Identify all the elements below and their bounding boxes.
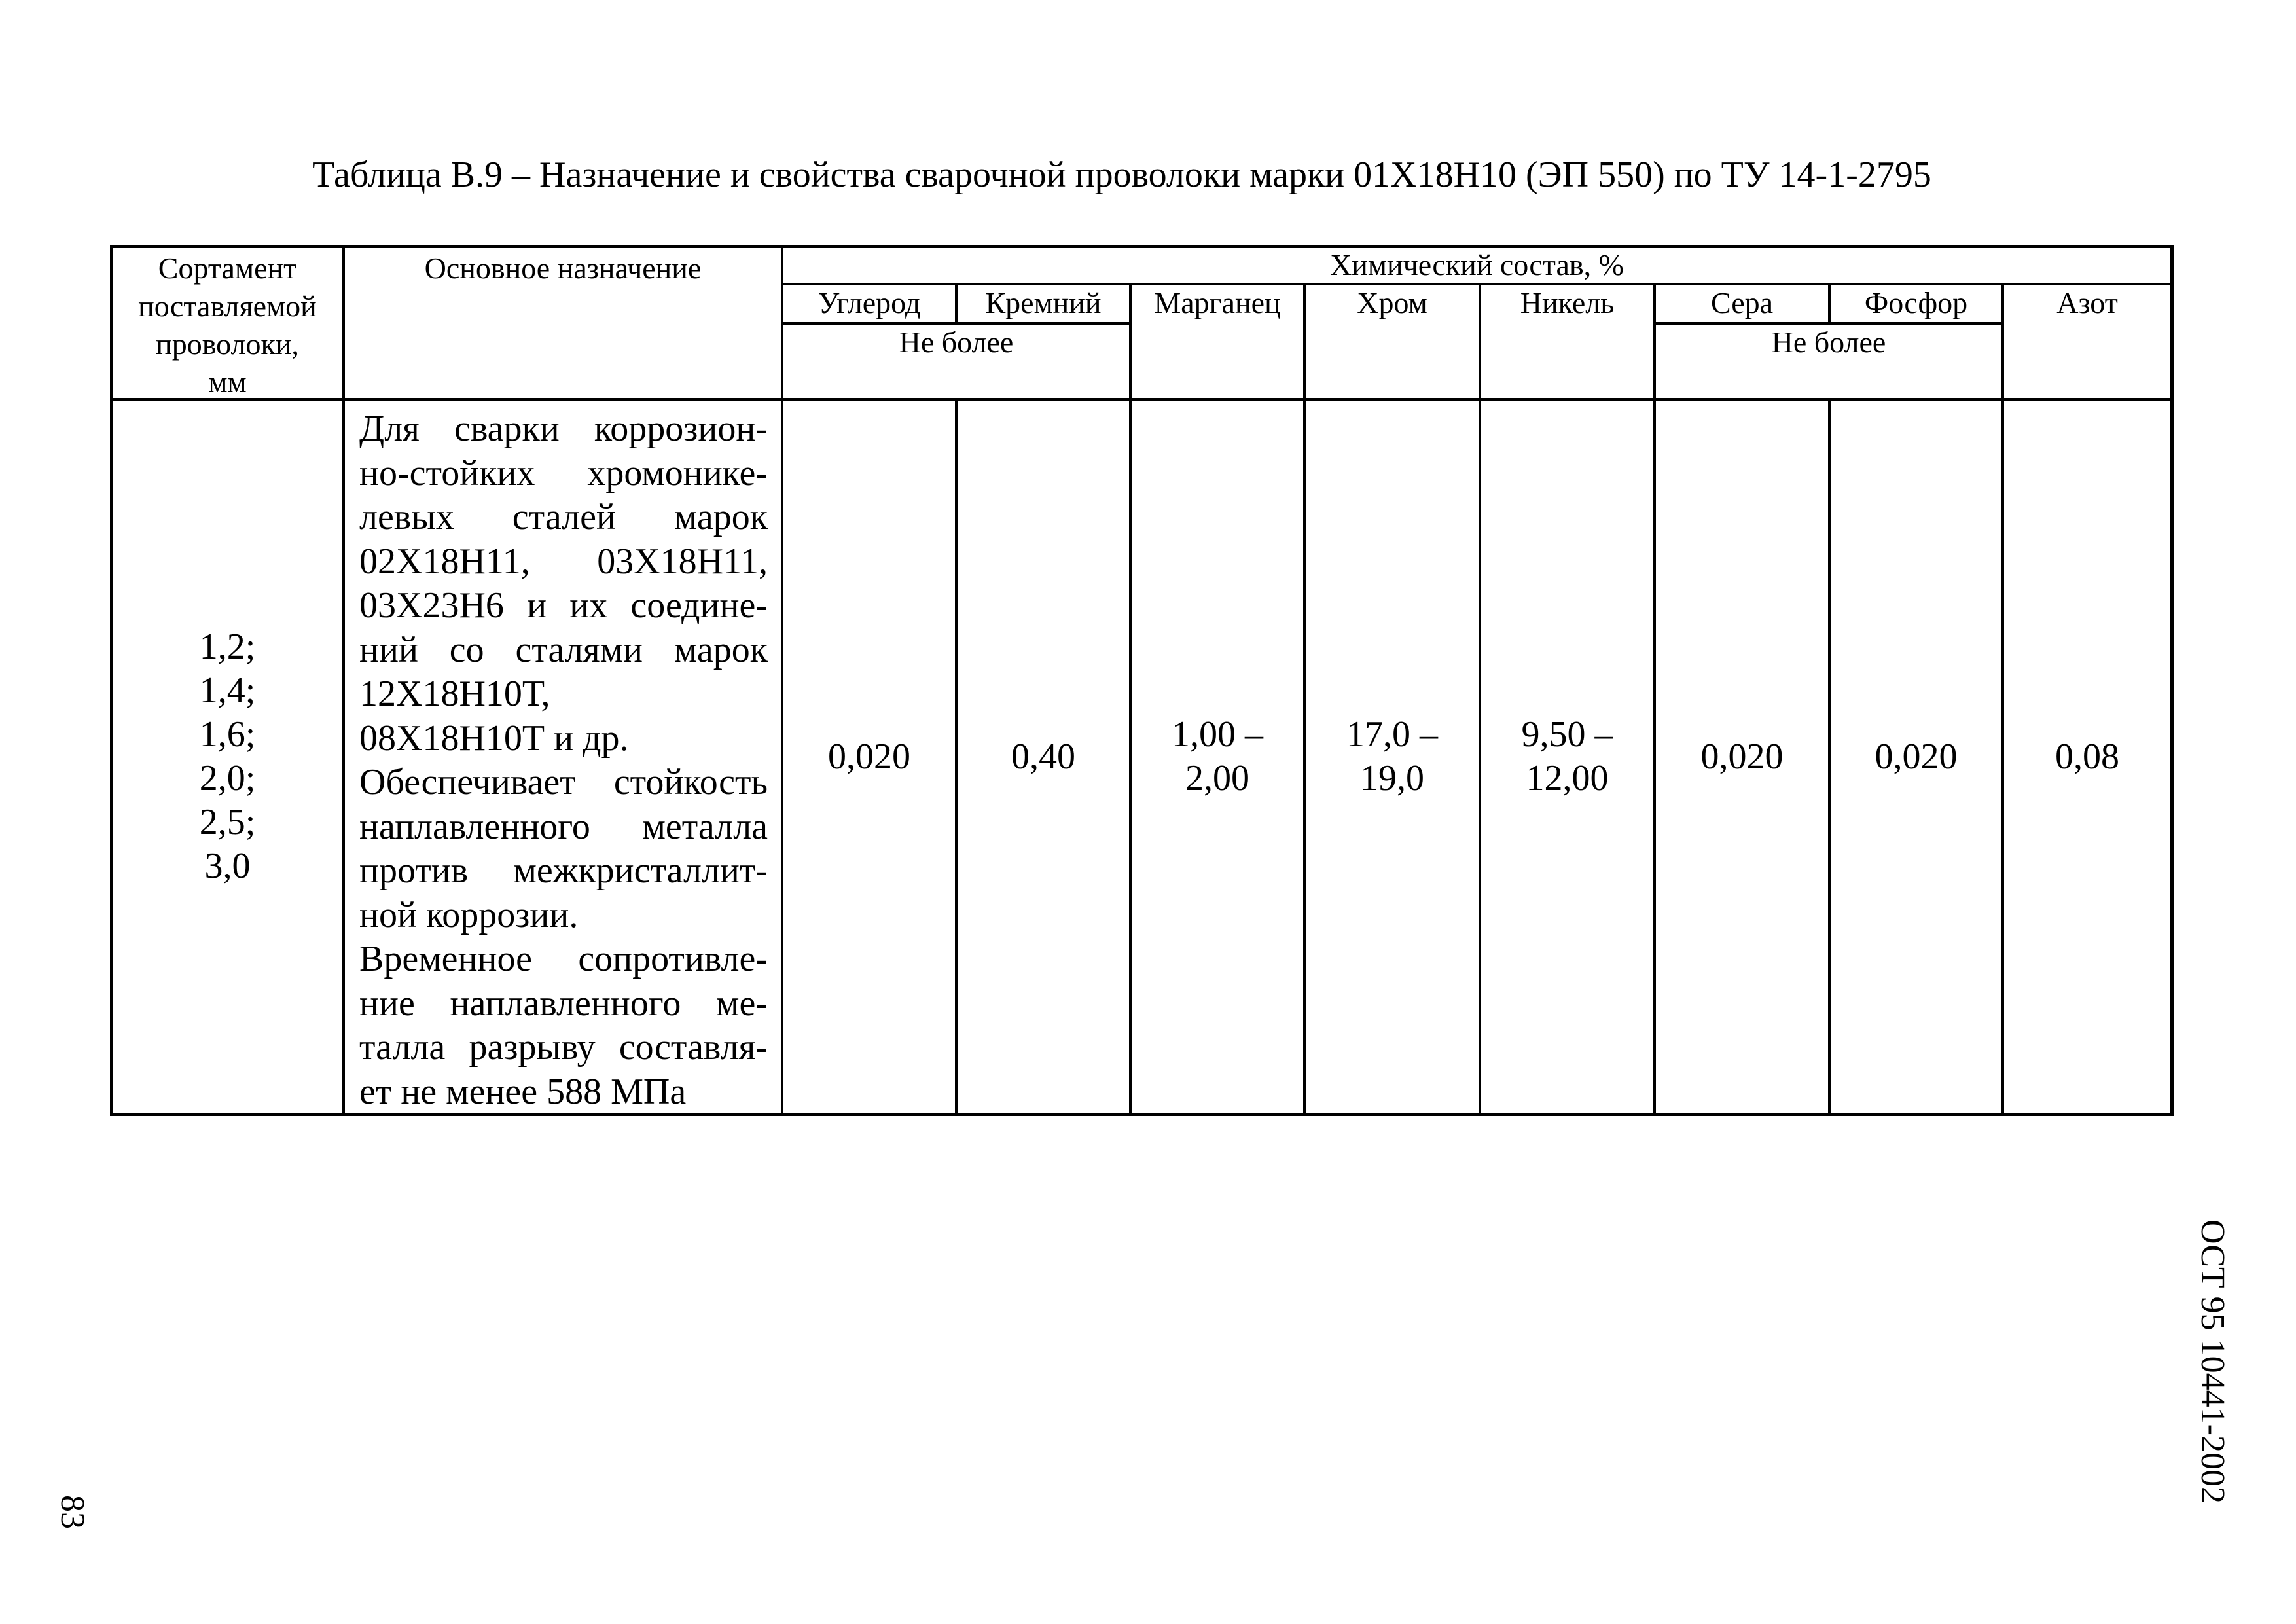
size-value: 1,6; <box>199 714 256 755</box>
header-not-more-left <box>781 322 1129 398</box>
cell-silicon <box>955 398 1129 1116</box>
header-silicon-label: Кремний <box>985 286 1102 319</box>
nitrogen-value: 0,08 <box>2055 736 2119 777</box>
header-nickel-label: Никель <box>1520 286 1615 319</box>
header-purpose-label: Основное назначение <box>424 251 702 285</box>
sulfur-value: 0,020 <box>1700 736 1784 777</box>
page-number <box>39 1473 105 1551</box>
purpose-line: ной коррозии. <box>359 894 579 935</box>
header-carbon-label: Углерод <box>817 286 921 319</box>
header-sulfur <box>1653 283 1828 322</box>
carbon-value: 0,020 <box>828 736 910 777</box>
cell-purpose <box>342 398 781 1116</box>
not-more-right-label: Не более <box>1771 325 1886 359</box>
purpose-line: 03Х23Н6 и их соедине- <box>359 585 768 626</box>
header-nickel <box>1479 283 1653 398</box>
cell-sulfur <box>1653 398 1828 1116</box>
header-chromium-label: Хром <box>1357 286 1427 319</box>
table-title-text: Таблица В.9 – Назначение и свойства сварочной проволоки марки 01Х18Н10 (ЭП 550) по ТУ 14-1-2795 <box>312 154 1931 195</box>
purpose-line: левых сталей марок <box>359 497 768 537</box>
purpose-line: против межкристаллит- <box>359 850 768 891</box>
cell-sizes <box>110 398 342 1116</box>
size-value: 1,2; <box>199 626 256 667</box>
manganese-min: 1,00 – <box>1172 714 1263 755</box>
purpose-line: ний со сталями марок <box>359 629 768 670</box>
purpose-line: ние наплавленного ме- <box>359 983 768 1024</box>
cell-nitrogen <box>2001 398 2174 1116</box>
header-nitrogen <box>2001 283 2174 398</box>
header-sortament <box>110 245 342 398</box>
phosphorus-value: 0,020 <box>1874 736 1958 777</box>
purpose-line: 08Х18Н10Т и др. <box>359 717 629 759</box>
size-value: 3,0 <box>204 846 251 886</box>
header-purpose <box>342 245 781 398</box>
header-sortament-line: поставляемой <box>138 289 317 323</box>
header-not-more-right <box>1653 322 2001 398</box>
cell-phosphorus <box>1828 398 2001 1116</box>
page-number-text: 83 <box>54 1495 91 1529</box>
purpose-line: Для сварки коррозион- <box>359 408 768 449</box>
cell-carbon <box>781 398 955 1116</box>
table-title <box>0 152 2296 198</box>
purpose-line: 02Х18Н11, 03Х18Н11, <box>359 541 768 582</box>
standard-code-text: ОСТ 95 10441-2002 <box>2194 1219 2232 1504</box>
standard-code <box>2179 1198 2245 1525</box>
sizes-list <box>113 401 342 1113</box>
header-manganese <box>1129 283 1303 398</box>
header-chem-label: Химический состав, % <box>1330 248 1624 281</box>
purpose-line: наплавленного металла <box>359 806 768 847</box>
purpose-line: 12Х18Н10Т, <box>359 674 550 714</box>
not-more-left-label: Не более <box>899 325 1014 359</box>
header-nitrogen-label: Азот <box>2056 286 2118 319</box>
header-sortament-line: проволоки, <box>156 327 299 361</box>
header-sulfur-label: Сера <box>1710 286 1774 319</box>
purpose-line: Обеспечивает стойкость <box>359 762 768 803</box>
header-sortament-line: мм <box>208 365 247 399</box>
header-silicon <box>955 283 1129 322</box>
wire-properties-table <box>110 245 2174 1116</box>
purpose-line: но-стойких хромонике- <box>359 452 768 494</box>
header-manganese-label: Марганец <box>1154 286 1281 319</box>
size-value: 1,4; <box>199 670 256 711</box>
header-phosphorus <box>1828 283 2001 322</box>
purpose-line: талла разрыву составля- <box>359 1027 768 1068</box>
header-carbon <box>781 283 955 322</box>
header-sortament-line: Сортамент <box>158 251 297 285</box>
nickel-min: 9,50 – <box>1521 714 1613 755</box>
size-value: 2,0; <box>199 758 256 799</box>
manganese-max: 2,00 <box>1185 758 1249 799</box>
header-phosphorus-label: Фосфор <box>1864 286 1968 319</box>
chromium-max: 19,0 <box>1360 758 1424 799</box>
cell-chromium <box>1303 398 1479 1116</box>
silicon-value: 0,40 <box>1011 736 1075 777</box>
nickel-max: 12,00 <box>1526 758 1609 799</box>
header-chemical-composition <box>781 245 2174 283</box>
chromium-min: 17,0 – <box>1346 714 1438 755</box>
cell-nickel <box>1479 398 1653 1116</box>
purpose-line: ет не менее 588 МПа <box>359 1071 687 1112</box>
header-chromium <box>1303 283 1479 398</box>
size-value: 2,5; <box>199 802 256 842</box>
cell-manganese <box>1129 398 1303 1116</box>
purpose-line: Временное сопротивле- <box>359 939 768 979</box>
